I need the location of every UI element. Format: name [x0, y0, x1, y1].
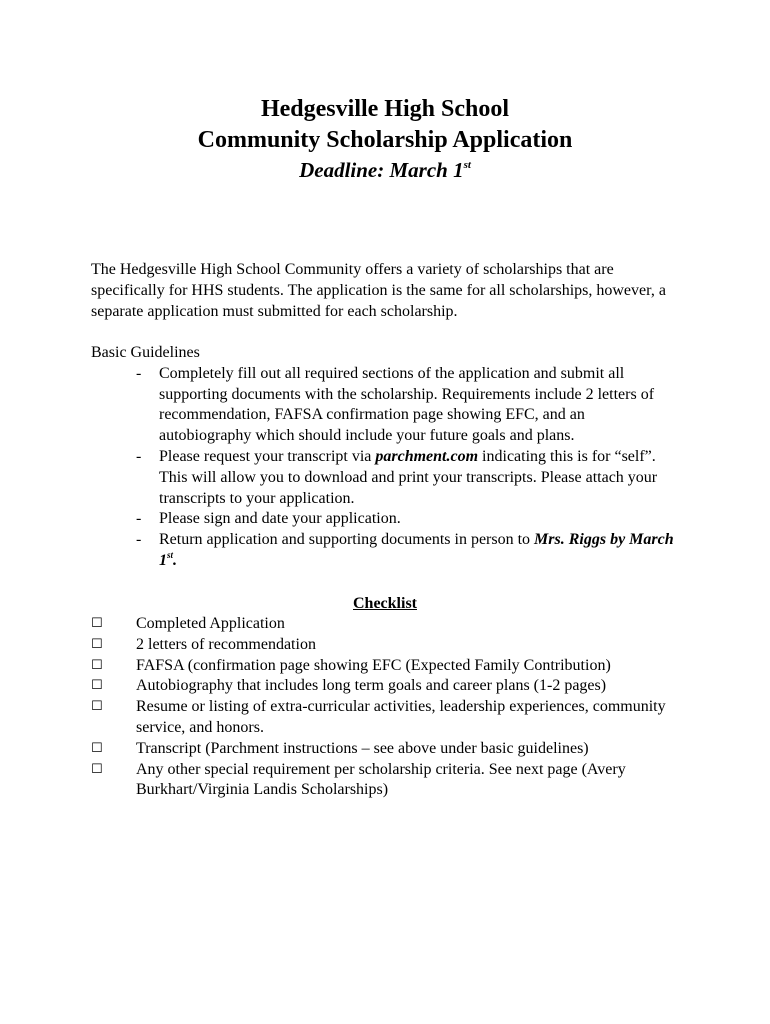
- deadline-text: Deadline: March 1: [299, 158, 464, 182]
- guideline-text: indicating this is for “self”. This will allow you to download and print your transcripts. Please attach your transcripts to your application.: [159, 447, 658, 507]
- deadline-suffix: st: [463, 159, 471, 171]
- checklist-item: [91, 760, 691, 802]
- contact-deadline-suffix: st: [167, 549, 174, 560]
- checkbox-icon[interactable]: ☐: [91, 761, 103, 777]
- guideline-text: Please sign and date your application.: [159, 510, 401, 528]
- guideline-item: [91, 364, 679, 447]
- guideline-text: Return application and supporting documents in person to: [159, 531, 535, 549]
- guideline-item: [91, 447, 679, 509]
- guideline-item: [91, 509, 679, 530]
- checklist-item-label: 2 letters of recommendation: [136, 635, 316, 653]
- school-name: Hedgesville High School: [260, 96, 509, 122]
- guideline-item: [91, 530, 679, 572]
- checkbox-icon[interactable]: ☐: [91, 678, 103, 694]
- checklist-item: [91, 739, 691, 760]
- application-title: Community Scholarship Application: [197, 127, 573, 153]
- guidelines-list: [91, 364, 691, 572]
- intro-paragraph: The Hedgesville High School Community offers a variety of scholarships that are specifically for HHS students. The application is the same for all scholarships, however, a separate application must submitted for each scholarship.: [91, 261, 666, 320]
- bullet-dash: -: [136, 447, 142, 465]
- deadline: [0, 156, 770, 184]
- bullet-dash: -: [136, 531, 142, 549]
- checklist-item: [91, 614, 691, 635]
- contact-deadline-text: Mrs. Riggs by March 1: [159, 531, 674, 569]
- guideline-text: Completely fill out all required sections of the application and submit all supporting documents with the scholarship. Requirements include 2 letters of recommendation, FAFSA confirmation page showing EFC, and an autobiography which should include your future goals and plans.: [159, 364, 655, 445]
- checklist-item: [91, 676, 691, 697]
- checklist-item-label: Completed Application: [136, 615, 285, 632]
- checklist-item-label: FAFSA (confirmation page showing EFC (Expected Family Contribution): [136, 656, 611, 674]
- checklist-item: [91, 635, 691, 656]
- checkbox-icon[interactable]: ☐: [91, 616, 103, 631]
- checklist-item: [91, 697, 691, 739]
- parchment-link-text: parchment.com: [375, 447, 479, 465]
- checkbox-icon[interactable]: ☐: [91, 740, 103, 756]
- bullet-dash: -: [136, 510, 142, 528]
- checklist-item-label: Any other special requirement per scholarship criteria. See next page (Avery Burkhart/Virginia Landis Scholarships): [136, 760, 626, 799]
- checkbox-icon[interactable]: ☐: [91, 699, 103, 715]
- title-block: [0, 94, 770, 184]
- checkbox-icon[interactable]: ☐: [91, 636, 103, 652]
- checklist-item-label: Resume or listing of extra-curricular activities, leadership experiences, community service, and honors.: [136, 698, 666, 736]
- guideline-text: Please request your transcript via: [159, 447, 376, 465]
- checklist: [91, 614, 691, 801]
- checklist-heading: Checklist: [353, 595, 417, 612]
- checklist-item-label: Autobiography that includes long term goals and career plans (1-2 pages): [136, 677, 607, 695]
- contact-deadline-period: .: [173, 551, 178, 569]
- guidelines-section: [91, 343, 691, 572]
- checklist-item: [91, 656, 691, 677]
- checkbox-icon[interactable]: ☐: [91, 657, 103, 673]
- bullet-dash: -: [136, 364, 142, 382]
- guidelines-heading: Basic Guidelines: [91, 344, 200, 361]
- checklist-item-label: Transcript (Parchment instructions – see above under basic guidelines): [136, 739, 589, 757]
